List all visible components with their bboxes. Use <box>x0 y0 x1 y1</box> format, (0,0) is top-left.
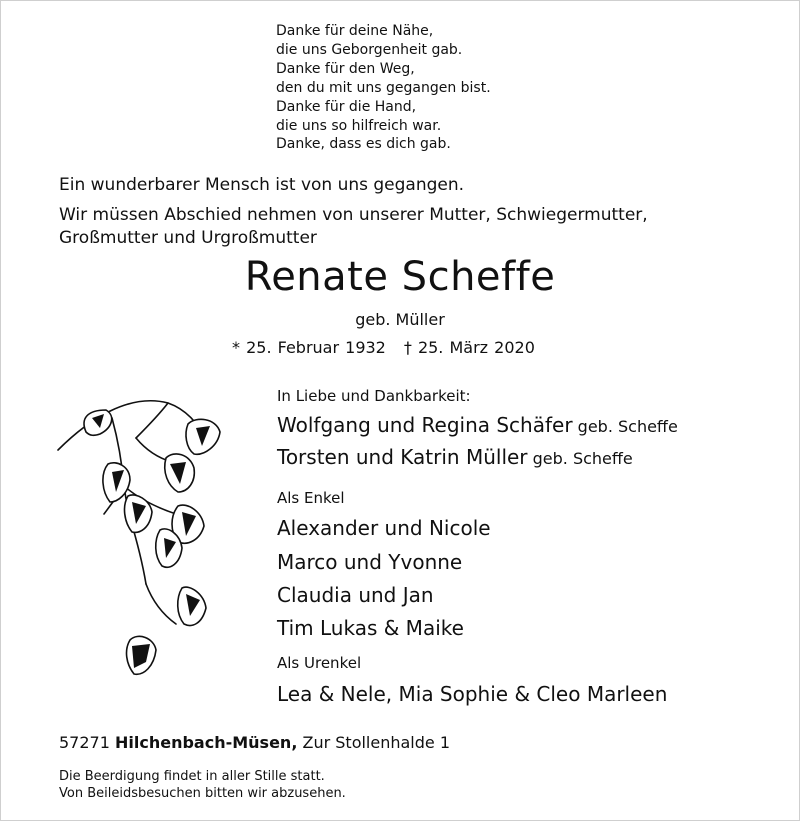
notes <box>59 768 346 802</box>
address <box>59 733 450 752</box>
poem-line: Danke für deine Nähe, <box>276 23 434 39</box>
born-name: geb. Scheffe <box>532 449 633 468</box>
maiden-name: geb. Müller <box>355 310 445 329</box>
death-date: † 25. März 2020 <box>403 338 535 357</box>
grandchild: Claudia und Jan <box>277 583 434 607</box>
mourner-names: Wolfgang und Regina Schäfer <box>277 413 573 437</box>
birch-branch-icon <box>50 388 280 688</box>
poem-line: die uns so hilfreich war. <box>276 117 442 134</box>
address-city: Hilchenbach-Müsen, <box>115 733 298 752</box>
note-line: Die Beerdigung findet in aller Stille statt. <box>59 769 325 784</box>
poem-line: die uns Geborgenheit gab. <box>276 41 463 58</box>
grandchildren-heading: Als Enkel <box>277 489 345 507</box>
poem <box>276 22 491 154</box>
grandchild: Tim Lukas & Maike <box>277 616 464 640</box>
poem-line: Danke für den Weg, <box>276 60 415 77</box>
mourner-child <box>277 445 633 469</box>
note-line: Von Beileidsbesuchen bitten wir abzusehen. <box>59 786 346 801</box>
mourner-child <box>277 413 678 437</box>
born-name: geb. Scheffe <box>577 417 678 436</box>
intro-line: Ein wunderbarer Mensch ist von uns gegangen. <box>59 175 465 195</box>
great-grandchildren: Lea & Nele, Mia Sophie & Cleo Marleen <box>277 682 668 706</box>
deceased-name: Renate Scheffe <box>244 254 556 300</box>
address-street: Zur Stollenhalde 1 <box>302 733 451 752</box>
grandchild: Alexander und Nicole <box>277 516 491 540</box>
poem-line: Danke, dass es dich gab. <box>276 136 451 153</box>
address-zip: 57271 <box>59 733 110 752</box>
mourners-heading: In Liebe und Dankbarkeit: <box>277 387 471 405</box>
mourner-names: Torsten und Katrin Müller <box>277 445 528 469</box>
intro-line: Großmutter und Urgroßmutter <box>59 228 317 248</box>
poem-line: den du mit uns gegangen bist. <box>276 79 491 96</box>
life-dates <box>232 338 535 357</box>
birth-date: * 25. Februar 1932 <box>232 338 386 357</box>
great-grandchildren-heading: Als Urenkel <box>277 654 362 672</box>
intro-line: Wir müssen Abschied nehmen von unserer Mutter, Schwiegermutter, <box>59 205 648 225</box>
poem-line: Danke für die Hand, <box>276 98 417 115</box>
grandchild: Marco und Yvonne <box>277 550 463 574</box>
